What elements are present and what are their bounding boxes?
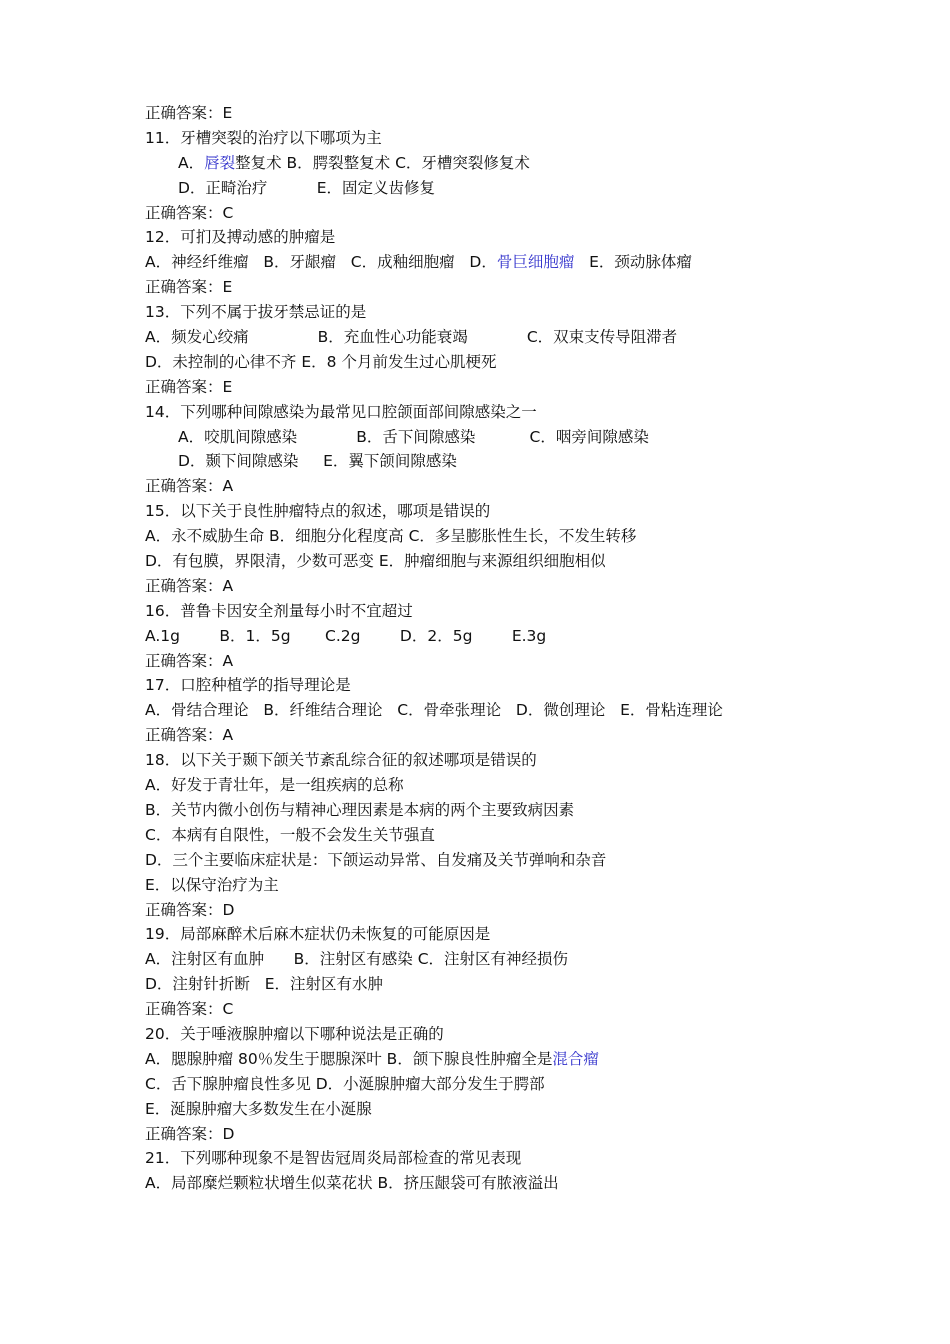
- option-line: [145, 1171, 845, 1196]
- line-text: A．频发心绞痛 B．充血性心功能衰竭 C．双束支传导阻滞者: [145, 328, 678, 347]
- line-text: 19．局部麻醉术后麻木症状仍未恢复的可能原因是: [145, 925, 491, 944]
- line-text: A．腮腺肿瘤 80％发生于腮腺深叶 B．颌下腺良性肿瘤全是: [145, 1049, 553, 1068]
- answer-line: [145, 201, 845, 226]
- line-text: A．骨结合理论 B．纤维结合理论 C．骨牵张理论 D．微创理论 E．骨粘连理论: [145, 701, 723, 720]
- line-text: D．三个主要临床症状是：下颌运动异常、自发痛及关节弹响和杂音: [145, 850, 607, 869]
- option-line: [145, 624, 845, 649]
- answer-line: [145, 474, 845, 499]
- term-link[interactable]: 混合瘤: [552, 1049, 599, 1068]
- line-text: E．颈动脉体瘤: [574, 253, 692, 272]
- line-text: 13．下列不属于拔牙禁忌证的是: [145, 303, 367, 322]
- option-line: [145, 947, 845, 972]
- line-text: 正确答案：E: [145, 104, 233, 122]
- option-line: [145, 449, 845, 474]
- option-line: [145, 873, 845, 898]
- line-text: A．注射区有血肿 B．注射区有感染 C．注射区有神经损伤: [145, 950, 569, 969]
- line-text: 21．下列哪种现象不是智齿冠周炎局部检查的常见表现: [145, 1149, 522, 1168]
- line-text: A.1g B．1．5g C.2g D．2．5g E.3g: [145, 626, 547, 645]
- line-text: 15．以下关于良性肿瘤特点的叙述，哪项是错误的: [145, 502, 491, 521]
- line-text: C．本病有自限性，一般不会发生关节强直: [145, 825, 435, 844]
- option-line: [145, 549, 845, 574]
- document-body: [145, 101, 845, 1196]
- answer-line: [145, 375, 845, 400]
- line-text: B．关节内微小创伤与精神心理因素是本病的两个主要致病因素: [145, 800, 575, 819]
- line-text: A．神经纤维瘤 B．牙龈瘤 C．成釉细胞瘤 D．: [145, 253, 497, 272]
- line-text: C．舌下腺肿瘤良性多见 D．小涎腺肿瘤大部分发生于腭部: [145, 1074, 545, 1093]
- option-line: [145, 151, 845, 176]
- line-text: 17．口腔种植学的指导理论是: [145, 676, 351, 695]
- answer-line: [145, 574, 845, 599]
- option-line: [145, 1072, 845, 1097]
- term-link[interactable]: 骨巨细胞瘤: [496, 253, 575, 272]
- option-line: [145, 972, 845, 997]
- line-text: 正确答案：A: [145, 726, 234, 745]
- line-text: A．局部糜烂颗粒状增生似菜花状 B．挤压龈袋可有脓液溢出: [145, 1174, 559, 1193]
- line-text: 正确答案：A: [145, 477, 234, 496]
- option-line: [145, 773, 845, 798]
- option-line: [145, 848, 845, 873]
- question-line: [145, 300, 845, 325]
- option-line: [145, 176, 845, 201]
- option-line: [145, 524, 845, 549]
- answer-line: [145, 101, 845, 126]
- line-text: 正确答案：C: [145, 203, 234, 222]
- answer-line: [145, 649, 845, 674]
- line-text: D．有包膜，界限清，少数可恶变 E．肿瘤细胞与来源组织细胞相似: [145, 552, 606, 571]
- line-text: D．颞下间隙感染 E．翼下颌间隙感染: [178, 452, 457, 471]
- line-text: D．注射针折断 E．注射区有水肿: [145, 975, 384, 994]
- line-text: D．未控制的心律不齐 E．8 个月前发生过心肌梗死: [145, 352, 497, 371]
- line-text: 14．下列哪种间隙感染为最常见口腔颌面部间隙感染之一: [145, 402, 537, 421]
- option-line: [145, 823, 845, 848]
- line-text: 整复术 B．腭裂整复术 C．牙槽突裂修复术: [235, 153, 530, 172]
- line-text: 正确答案：E: [145, 377, 233, 396]
- option-line: [145, 1047, 845, 1072]
- answer-line: [145, 997, 845, 1022]
- question-line: [145, 1022, 845, 1047]
- question-line: [145, 225, 845, 250]
- line-text: D．正畸治疗 E．固定义齿修复: [178, 178, 435, 197]
- line-text: 正确答案：D: [145, 1124, 235, 1143]
- line-text: 正确答案：E: [145, 278, 233, 297]
- line-text: 16．普鲁卡因安全剂量每小时不宜超过: [145, 601, 413, 620]
- question-line: [145, 400, 845, 425]
- line-text: E．以保守治疗为主: [145, 875, 279, 894]
- question-line: [145, 499, 845, 524]
- line-text: A．咬肌间隙感染 B．舌下间隙感染 C．咽旁间隙感染: [178, 427, 649, 446]
- question-line: [145, 126, 845, 151]
- question-line: [145, 673, 845, 698]
- line-text: 正确答案：D: [145, 900, 235, 919]
- question-line: [145, 1146, 845, 1171]
- question-line: [145, 748, 845, 773]
- line-text: A．好发于青壮年，是一组疾病的总称: [145, 776, 404, 795]
- option-line: [145, 698, 845, 723]
- answer-line: [145, 723, 845, 748]
- option-line: [145, 325, 845, 350]
- line-text: 20．关于唾液腺肿瘤以下哪种说法是正确的: [145, 1024, 444, 1043]
- question-line: [145, 599, 845, 624]
- line-text: 18．以下关于颞下颌关节紊乱综合征的叙述哪项是错误的: [145, 751, 537, 770]
- line-text: 12．可扪及搏动感的肿瘤是: [145, 228, 336, 247]
- term-link[interactable]: 唇裂: [204, 153, 236, 172]
- option-line: [145, 1097, 845, 1122]
- option-line: [145, 250, 845, 275]
- line-text: 正确答案：A: [145, 576, 234, 595]
- question-line: [145, 922, 845, 947]
- line-text: 11．牙槽突裂的治疗以下哪项为主: [145, 128, 382, 147]
- answer-line: [145, 275, 845, 300]
- answer-line: [145, 1122, 845, 1147]
- line-text: 正确答案：A: [145, 651, 234, 670]
- option-line: [145, 425, 845, 450]
- line-text: A．永不威胁生命 B．细胞分化程度高 C．多呈膨胀性生长，不发生转移: [145, 527, 637, 546]
- line-text: E．涎腺肿瘤大多数发生在小涎腺: [145, 1099, 372, 1118]
- option-line: [145, 798, 845, 823]
- line-text: 正确答案：C: [145, 1000, 234, 1019]
- option-line: [145, 350, 845, 375]
- answer-line: [145, 898, 845, 923]
- line-text: A．: [178, 153, 205, 172]
